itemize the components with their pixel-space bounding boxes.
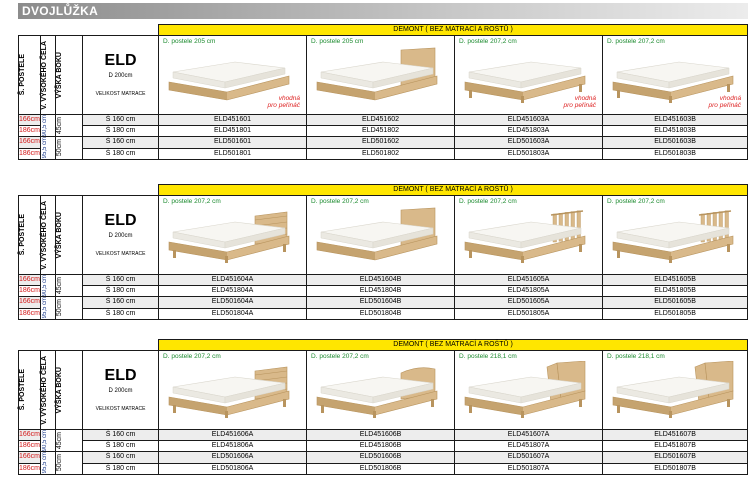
side-height: 50cm	[56, 299, 63, 317]
bed-width: 186cm	[19, 126, 41, 137]
product-code[interactable]: ELD501602	[307, 137, 455, 148]
product-note-line: pro peřináč	[267, 102, 301, 109]
product-code[interactable]: ELD451604B	[307, 275, 455, 286]
page-header	[18, 3, 748, 19]
product-code[interactable]: ELD451801	[159, 126, 307, 137]
brand-length: D 200cm	[108, 233, 133, 239]
bed-width: 166cm	[19, 297, 41, 308]
product-section-1	[18, 24, 747, 160]
product-code[interactable]: ELD501604A	[159, 297, 307, 308]
header-headboard-height: V. VÝSOKÉHO ČELA	[41, 40, 48, 110]
product-note-line: vhodná	[574, 95, 597, 102]
header-side-height: VÝŠKA BOKU	[56, 366, 63, 414]
product-code[interactable]: ELD451805A	[455, 286, 603, 297]
bed-illustration	[461, 206, 589, 264]
headboard-height: 95,5 cm	[42, 297, 48, 319]
header-width: Š. POSTELE	[19, 369, 26, 411]
mattress-size: Š 180 cm	[83, 126, 159, 137]
product-image-cell[interactable]	[307, 36, 455, 115]
product-code[interactable]: ELD501805A	[455, 308, 603, 319]
page-title: DVOJLŮŽKA	[22, 4, 99, 18]
product-code[interactable]: ELD451803A	[455, 126, 603, 137]
product-code[interactable]: ELD501601	[159, 137, 307, 148]
product-table	[18, 339, 748, 475]
product-note	[709, 95, 742, 109]
product-code[interactable]: ELD451802	[307, 126, 455, 137]
mattress-size: Š 180 cm	[83, 441, 159, 452]
headboard-height: 90,5 cm	[42, 115, 48, 137]
section-bar: DEMONT ( BEZ MATRACÍ A ROŠTŮ )	[159, 25, 748, 36]
mattress-size: Š 180 cm	[83, 148, 159, 159]
brand-length: D 200cm	[108, 388, 133, 394]
mattress-size: Š 180 cm	[83, 308, 159, 319]
product-image-cell[interactable]	[307, 351, 455, 430]
brand-length: D 200cm	[108, 73, 133, 79]
product-code[interactable]: ELD501605B	[603, 297, 748, 308]
product-code[interactable]: ELD501606A	[159, 452, 307, 463]
product-code[interactable]: ELD501801	[159, 148, 307, 159]
product-image-cell[interactable]	[159, 351, 307, 430]
product-code[interactable]: ELD501804A	[159, 308, 307, 319]
product-code[interactable]: ELD501807B	[603, 463, 748, 474]
product-code[interactable]: ELD451605A	[455, 275, 603, 286]
product-note-line: pro peřináč	[563, 102, 597, 109]
bed-width: 166cm	[19, 430, 41, 441]
product-image-cell[interactable]	[603, 351, 748, 430]
product-table	[18, 24, 748, 160]
product-image-cell[interactable]	[159, 196, 307, 275]
mattress-size: Š 160 cm	[83, 297, 159, 308]
bed-length-label: D. postele 207,2 cm	[607, 198, 665, 205]
product-section-3	[18, 339, 747, 475]
product-note-line: vhodná	[278, 95, 301, 102]
header-side-height: VÝŠKA BOKU	[56, 211, 63, 259]
product-code[interactable]: ELD501607B	[603, 452, 748, 463]
product-code[interactable]: ELD501807A	[455, 463, 603, 474]
bed-length-label: D. postele 218,1 cm	[607, 353, 665, 360]
brand-cell	[83, 351, 159, 430]
product-code[interactable]: ELD501803A	[455, 148, 603, 159]
mattress-size: Š 160 cm	[83, 137, 159, 148]
product-note	[268, 95, 301, 109]
bed-length-label: D. postele 205 cm	[311, 38, 364, 45]
product-code[interactable]: ELD451803B	[603, 126, 748, 137]
bed-length-label: D. postele 207,2 cm	[163, 198, 221, 205]
headboard-height: 95,5 cm	[42, 137, 48, 159]
side-height: 45cm	[56, 432, 63, 450]
product-code[interactable]: ELD451606A	[159, 430, 307, 441]
product-image-cell[interactable]	[603, 196, 748, 275]
bed-length-label: D. postele 207,2 cm	[163, 353, 221, 360]
product-code[interactable]: ELD451607B	[603, 430, 748, 441]
mattress-size-label: VELIKOST MATRACE	[95, 91, 146, 97]
bed-width: 166cm	[19, 115, 41, 126]
headboard-height: 90,5 cm	[42, 275, 48, 297]
product-code[interactable]: ELD501603B	[603, 137, 748, 148]
product-code[interactable]: ELD451804A	[159, 286, 307, 297]
product-code[interactable]: ELD451807B	[603, 441, 748, 452]
bed-illustration	[313, 206, 441, 264]
brand-name: ELD	[104, 52, 137, 69]
product-code[interactable]: ELD501804B	[307, 308, 455, 319]
bed-illustration	[609, 206, 737, 264]
product-code[interactable]: ELD451806A	[159, 441, 307, 452]
bed-illustration	[165, 361, 293, 419]
product-note-line: pro peřináč	[708, 102, 742, 109]
product-code[interactable]: ELD501603A	[455, 137, 603, 148]
mattress-size-label: VELIKOST MATRACE	[95, 251, 146, 257]
product-image-cell[interactable]	[159, 36, 307, 115]
product-code[interactable]: ELD501607A	[455, 452, 603, 463]
brand-cell	[83, 196, 159, 275]
product-code[interactable]: ELD501604B	[307, 297, 455, 308]
bed-illustration	[313, 46, 441, 104]
bed-length-label: D. postele 207,2 cm	[311, 353, 369, 360]
product-code[interactable]: ELD451807A	[455, 441, 603, 452]
bed-length-label: D. postele 205 cm	[163, 38, 216, 45]
header-headboard-height: V. VÝSOKÉHO ČELA	[41, 355, 48, 425]
product-code[interactable]: ELD451605B	[603, 275, 748, 286]
bed-width: 166cm	[19, 275, 41, 286]
mattress-size: Š 180 cm	[83, 286, 159, 297]
product-image-cell[interactable]	[455, 36, 603, 115]
header-width: Š. POSTELE	[19, 54, 26, 96]
bed-length-label: D. postele 207,2 cm	[459, 198, 517, 205]
mattress-size: Š 180 cm	[83, 463, 159, 474]
mattress-size: Š 160 cm	[83, 430, 159, 441]
product-code[interactable]: ELD501606B	[307, 452, 455, 463]
side-height: 45cm	[56, 277, 63, 295]
product-image-cell[interactable]	[307, 196, 455, 275]
product-code[interactable]: ELD451603B	[603, 115, 748, 126]
mattress-size-label: VELIKOST MATRACE	[95, 406, 146, 412]
bed-width: 186cm	[19, 463, 41, 474]
header-headboard-height: V. VÝSOKÉHO ČELA	[41, 200, 48, 270]
side-height: 50cm	[56, 139, 63, 157]
product-code[interactable]: ELD451607A	[455, 430, 603, 441]
product-image-cell[interactable]	[455, 196, 603, 275]
section-bar: DEMONT ( BEZ MATRACÍ A ROŠTŮ )	[159, 185, 748, 196]
bed-length-label: D. postele 218,1 cm	[459, 353, 517, 360]
brand-name: ELD	[104, 367, 137, 384]
product-code[interactable]: ELD451806B	[307, 441, 455, 452]
product-code[interactable]: ELD501803B	[603, 148, 748, 159]
mattress-size: Š 160 cm	[83, 115, 159, 126]
product-code[interactable]: ELD501802	[307, 148, 455, 159]
bed-width: 186cm	[19, 148, 41, 159]
product-code[interactable]: ELD451604A	[159, 275, 307, 286]
product-code[interactable]: ELD451602	[307, 115, 455, 126]
bed-width: 166cm	[19, 452, 41, 463]
product-code[interactable]: ELD501806B	[307, 463, 455, 474]
product-code[interactable]: ELD451805B	[603, 286, 748, 297]
brand-name: ELD	[104, 212, 137, 229]
product-note	[564, 95, 597, 109]
headboard-height: 90,5 cm	[42, 430, 48, 452]
product-code[interactable]: ELD451603A	[455, 115, 603, 126]
bed-length-label: D. postele 207,2 cm	[459, 38, 517, 45]
bed-width: 186cm	[19, 286, 41, 297]
bed-width: 186cm	[19, 441, 41, 452]
bed-width: 186cm	[19, 308, 41, 319]
mattress-size: Š 160 cm	[83, 275, 159, 286]
product-code[interactable]: ELD501806A	[159, 463, 307, 474]
headboard-height: 95,5 cm	[42, 452, 48, 474]
side-height: 45cm	[56, 117, 63, 135]
bed-illustration	[313, 361, 441, 419]
mattress-size: Š 160 cm	[83, 452, 159, 463]
product-code[interactable]: ELD451601	[159, 115, 307, 126]
product-code[interactable]: ELD501605A	[455, 297, 603, 308]
side-height: 50cm	[56, 454, 63, 472]
brand-cell	[83, 36, 159, 115]
product-image-cell[interactable]	[455, 351, 603, 430]
bed-width: 166cm	[19, 137, 41, 148]
bed-illustration	[165, 206, 293, 264]
product-code[interactable]: ELD451606B	[307, 430, 455, 441]
bed-length-label: D. postele 207,2 cm	[311, 198, 369, 205]
product-code[interactable]: ELD501805B	[603, 308, 748, 319]
product-section-2	[18, 184, 747, 320]
product-image-cell[interactable]	[603, 36, 748, 115]
bed-illustration	[609, 361, 737, 419]
header-side-height: VÝŠKA BOKU	[56, 51, 63, 99]
section-bar: DEMONT ( BEZ MATRACÍ A ROŠTŮ )	[159, 340, 748, 351]
product-table	[18, 184, 748, 320]
bed-length-label: D. postele 207,2 cm	[607, 38, 665, 45]
bed-illustration	[461, 361, 589, 419]
product-code[interactable]: ELD451804B	[307, 286, 455, 297]
product-note-line: vhodná	[719, 95, 742, 102]
header-width: Š. POSTELE	[19, 214, 26, 256]
